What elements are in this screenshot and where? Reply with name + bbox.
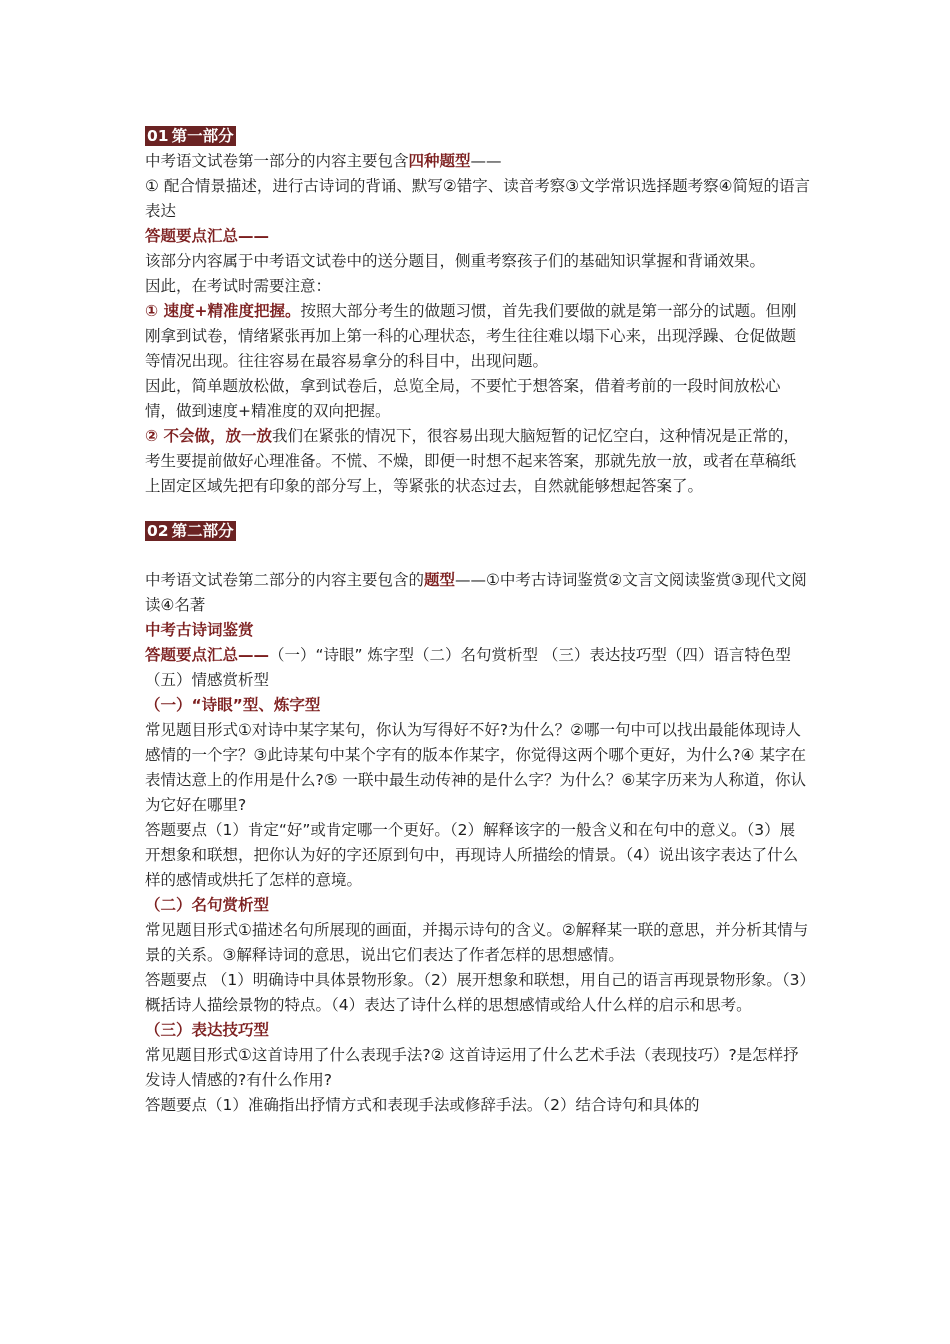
part1-intro-text: 中考语文试卷第一部分的内容主要包含 [145,152,409,170]
part1-note: 因此，在考试时需要注意： [145,277,332,295]
point1-label: ① 速度+精准度把握。 [145,302,301,320]
part1-tips-intro: 该部分内容属于中考语文试卷中的送分题目，侧重考察孩子们的基础知识掌握和背诵效果。 [145,252,766,270]
section-heading-part2 [145,519,810,544]
part1-intro-emphasis: 四种题型 [408,152,471,170]
type3-title: （三）表达技巧型 [145,1021,270,1039]
article-body [145,124,810,1118]
section-tag-number: 02 [147,522,169,540]
part2-tips [145,643,810,693]
part2-tips-label: 答题要点汇总—— [145,646,270,664]
part1-intro [145,149,810,174]
part2-intro-emphasis: 题型 [424,571,456,589]
section-tag [145,126,236,146]
type2-title: （二）名句赏析型 [145,896,270,914]
part1-point1 [145,299,810,374]
part2-section-title: 中考古诗词鉴赏 [145,621,254,639]
type2-points: 答题要点 （1）明确诗中具体景物形象。（2）展开想象和联想，用自己的语言再现景物形象。（3）概括诗人描绘景物的特点。（4）表达了诗什么样的思想感情或给人什么样的启示和思考。 [145,971,808,1014]
section-heading-part1 [145,124,810,149]
section-tag-text: 第二部分 [171,522,234,540]
point2-text: 我们在紧张的情况下，很容易出现大脑短暂的记忆空白，这种情况是正常的，考生要提前做好心理准备。不慌、不燥，即便一时想不起来答案，那就先放一放，或者在草稿纸上固定区域先把有印象的部分写上，等紧张的状态过去，自然就能够想起答案了。 [145,427,800,495]
part2-intro-list: ——①中考古诗词鉴赏②文言文阅读鉴赏③现代文阅读④名著 [145,571,807,614]
part1-point2 [145,424,810,499]
type1-points: 答题要点（1）肯定“好”或肯定哪一个更好。（2）解释该字的一般含义和在句中的意义。（3）展开想象和联想，把你认为好的字还原到句中，再现诗人所描绘的情景。（4）说出该字表达了什么样的感情或烘托了怎样的意境。 [145,821,799,889]
point1-text: 按照大部分考生的做题习惯，首先我们要做的就是第一部分的试题。但刚刚拿到试卷，情绪紧张再加上第一科的心理状态，考生往往难以塌下心来，出现浮躁、仓促做题等情况出现。往往容易在最容易拿分的科目中，出现问题。 [145,302,797,370]
part2-intro-text: 中考语文试卷第二部分的内容主要包含的 [145,571,425,589]
section-tag [145,521,236,541]
part2-intro [145,568,810,618]
section-tag-text: 第一部分 [171,127,234,145]
section-tag-number: 01 [147,127,169,145]
type2-questions: 常见题目形式①描述名句所展现的画面，并揭示诗句的含义。②解释某一联的意思，并分析其情与景的关系。③解释诗词的意思，说出它们表达了作者怎样的思想感情。 [145,921,809,964]
part2-tips-text: （一）“诗眼” 炼字型（二）名句赏析型 （三）表达技巧型（四）语言特色型 （五）情感赏析型 [145,646,791,689]
point2-label: ② 不会做，放一放 [145,427,273,445]
part1-point1-followup: 因此，简单题放松做，拿到试卷后，总览全局，不要忙于想答案，借着考前的一段时间放松心情，做到速度+精准度的双向把握。 [145,377,781,420]
type3-questions: 常见题目形式①这首诗用了什么表现手法?② 这首诗运用了什么艺术手法（表现技巧）?是怎样抒发诗人情感的?有什么作用? [145,1046,799,1089]
part1-items: ① 配合情景描述，进行古诗词的背诵、默写②错字、读音考察③文学常识选择题考察④简短的语言表达 [145,177,811,220]
type1-title: （一）“诗眼”型、炼字型 [145,696,321,714]
type1-questions: 常见题目形式①对诗中某字某句，你认为写得好不好?为什么？②哪一句中可以找出最能体现诗人感情的一个字？③此诗某句中某个字有的版本作某字，你觉得这两个哪个更好，为什么?④ 某字在表情达意上的作用是什么?⑤ 一联中最生动传神的是什么字？为什么？⑥某字历来为人称道，你认为它好在哪里? [145,721,806,814]
part1-intro-dash: —— [470,152,502,170]
part1-tips-heading: 答题要点汇总—— [145,227,270,245]
type3-points: 答题要点（1）准确指出抒情方式和表现手法或修辞手法。（2）结合诗句和具体的 [145,1096,700,1114]
